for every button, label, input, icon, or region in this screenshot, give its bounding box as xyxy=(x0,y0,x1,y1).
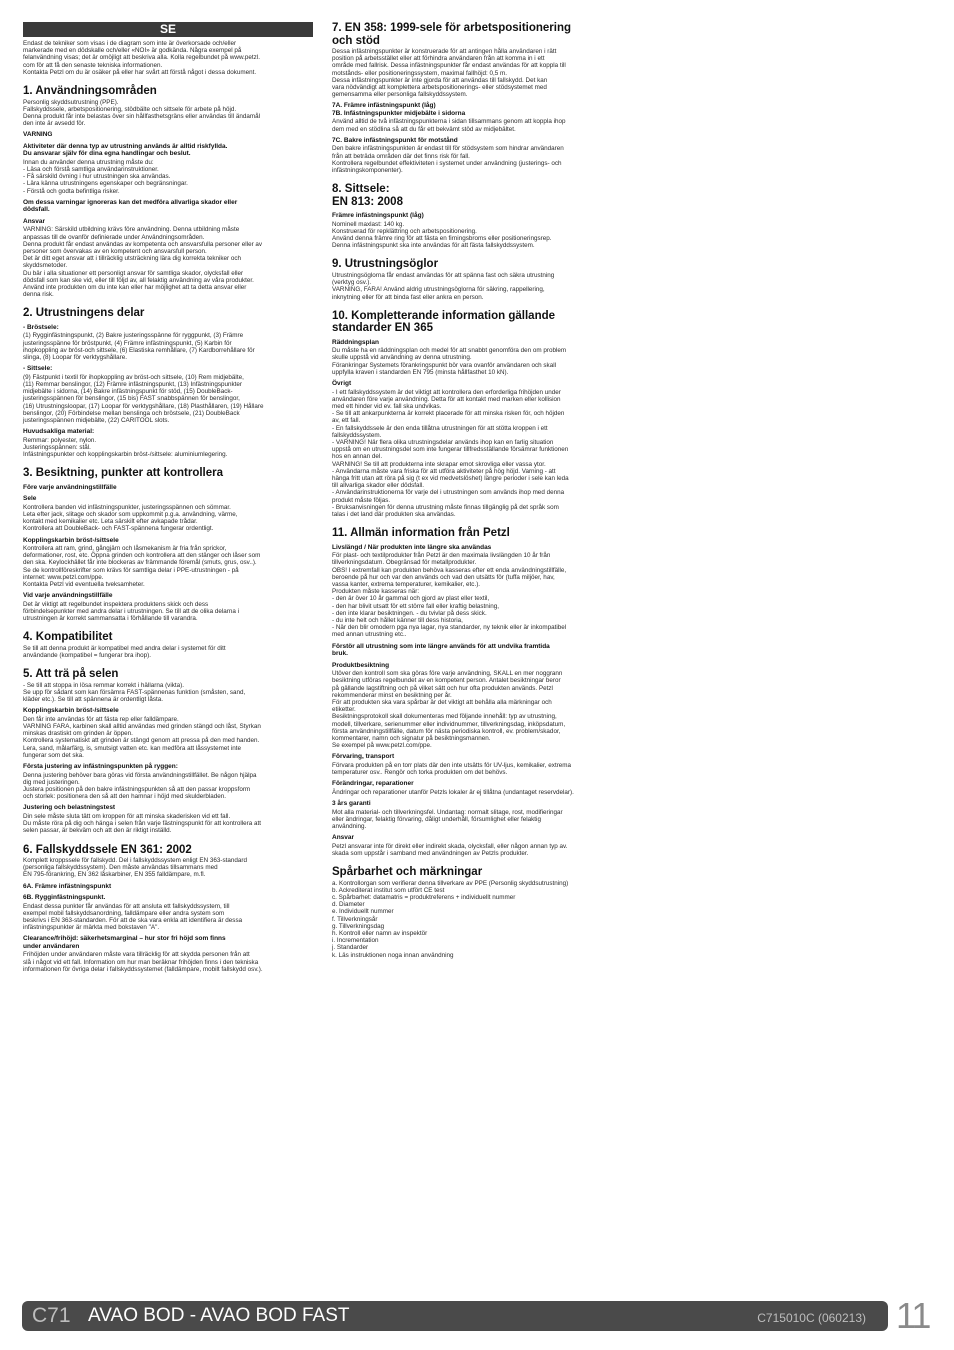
section-text: Använd alltid de två infästningspunkterna i sidan tillsammans genom att koppla ihop dem med en stödlina så att du får ett bekvämt stöd av midjebältet. xyxy=(332,118,566,133)
section-text: Nominell maxlast: 140 kg. Konstruerad för repklättring och arbetspositionering. Använd denna främre ring för att fästa en firningsbroms eller positioneringsrep. Denna infästningspunkt ska inte användas för att fästa fallskyddssystem. xyxy=(332,220,552,250)
section-title: 1. Användningsområden xyxy=(23,85,157,98)
section-text: Ändringar och reparationer utanför Petzls lokaler är ej tillåtna (undantaget reservdelar). xyxy=(332,788,574,796)
section-subheading: Huvudsakliga material: xyxy=(23,428,95,436)
section-title: 2. Utrustningens delar xyxy=(23,307,145,320)
section-en365 xyxy=(332,310,624,518)
section-subheading: Före varje användningstillfälle xyxy=(23,483,117,491)
section-text: (9) Fästpunkt i textil för ihopkoppling av bröst-och sittsele, (10) Rem midjebälte, (11) Remmar benslingor, (12) Främre infästningspunkt, (13) Infästningspunkter midjebälte i sidorna, (14) Bakre infästningspunkt för stöd, (15) DoubleBack- justeringsspännen för benslingor, (15 bis) FAST snabbspännen för benslingor, (16) Utrustningsloopar, (17) Loopar för verktygshållare, (18) Plasthållaren, (19) Hållare benslingor, (20) Förbindelse mellan benslinga och bröstsele, (21) DoubleBack justeringsspännen midjebälte, (22) CARITOOL slots. xyxy=(23,373,264,424)
section-title: 11. Allmän information från Petzl xyxy=(332,527,510,540)
section-title: 5. Att trä på selen xyxy=(23,668,119,681)
right-column xyxy=(332,22,624,959)
left-column xyxy=(23,22,313,973)
section-text: Utöver den kontroll som ska göras före varje användning, SKALL en mer noggrann besiktning utföras regelbundet av en kompetent person. Antalet besiktningar beror på gällande lagstiftning och på vilket sätt och hur ofta produkten används. Petzl rekommenderar minst en besiktning per år. För att produkten ska vara spårbar är det viktigt att behålla alla märkningar och etiketter. Besiktningsprotokoll skall dokumenteras med följande innehåll: typ av utrustning, modell, tillverkare, serienummer eller individnummer, tillverkningsdag, inköpsdatum, första användningstillfälle, datum för nästa periodiska kontroll, ev. problem/skador, kommentarer, namn och signatur på besiktningsmannen. Se exempel på www.petzl.com/ppe. xyxy=(332,670,566,750)
section-title: 10. Kompletterande information gällande standarder EN 365 xyxy=(332,309,556,335)
section-general-info xyxy=(332,527,624,857)
section-subheading: Livslängd / När produkten inte längre ska användas xyxy=(332,543,492,551)
section-subheading: Förvaring, transport xyxy=(332,753,395,761)
section-subheading: Vid varje användningstillfälle xyxy=(23,592,113,600)
section-subheading: Första justering av infästningspunkten på ryggen: xyxy=(23,763,178,771)
language-badge: SE xyxy=(23,22,313,37)
section-text: Kontrollera att ram, grind, gångjärn och låsmekanism är fria från sprickor, deformationer, rost, etc. Öppna grinden och kontrollera att den stänger och låser som den ska. Keylockhället får inte blockeras av främmande föremål (smuts, grus, osv..). Se de kontrollföreskrifter som krävs för samtliga delar i PPE-utrustningen - på internet: www.petzl.com/ppe. Kontakta Petzl vid eventuella tveksamheter. xyxy=(23,545,261,589)
section-text: Endast dessa punkter får användas för att ansluta ett fallskyddssystem, till exempel mobil fallskyddsanordning, falldämpare eller andra system som beskrivs i EN 363-standarden. För att de ska vara enkla att identifiera är dessa infästningspunkter är märkta med bokstaven "A". xyxy=(23,902,243,932)
section-subheading: Främre infästningspunkt (låg) xyxy=(332,212,424,220)
section-text: Komplett kroppssele för fallskydd. Del i fallskyddssystem enligt EN 363-standard (personliga fallskyddssystem). Den måste användas tillsammans med EN 795-förankring, EN 362 låskarbiner, EN 355 falldämpare, m.fl. xyxy=(23,857,247,879)
section-sit-harness xyxy=(332,183,624,249)
section-text: (1) Rygginfästningspunkt, (2) Bakre justeringsspänne för ryggpunkt, (3) Främre justeringsspänne för bröstpunkt, (4) Främre infästningspunkt, (5) Karbin för ihopkoppling av bröst-och sittsele, (6) Elastiska remhållare, (7) Kardborrehållare för slinga, (8) Loopar för verktygshållare. xyxy=(23,332,255,361)
page-number: 11 xyxy=(896,1295,930,1336)
section-title: 8. Sittsele: EN 813: 2008 xyxy=(332,183,403,208)
intro-text: Endast de tekniker som visas i de diagram som inte är överkorsade och/eller markerade med en dödskalle och/eller «NOI» är godkända. Några exempel på felanvändning visas; det är omöjligt att beskriva alla. Kolla regelbundet på www.petzl. com för att få den senaste tekniska informationen. Kontakta Petzl om du är osäker på eller har svårt att förstå något i dessa dokument. xyxy=(23,40,260,76)
section-subheading: Sele xyxy=(23,495,37,503)
section-text: För plast- och textilprodukter från Petzl är den maximala livslängden 10 år från tillverkningsdatum. Obegränsad för metallprodukter. OBS! I extremfall kan produkten behöva kasseras efter ett enda användningstillfälle, beroende på hur och var den används och vad den utsätts för (tuffa miljöer, hav, vassa kanter, extrema temperaturer, kemikalier, etc.). Produkten måste kasseras när: - den är över 10 år gammal och gjord av plast eller textil, - den har blivit utsatt för ett större fall eller kraftig belastning, - den inte klarar besiktningen. - du tvivlar på dess skick. - du inte helt och hållet känner till dess historia, - När den blir omodern pga nya lagar, nya standarder, ny teknik eller är inkompatibel med annan utrustning etc.. xyxy=(332,552,567,639)
section-inspection xyxy=(23,467,313,622)
section-fall-arrest xyxy=(23,844,313,974)
section-subheading: Övrigt xyxy=(332,380,352,388)
section-text: Innan du använder denna utrustning måste du: - Läsa och förstå samtliga användarinstruktioner. - Få särskild övning i hur utrustningen ska användas. - Lära känna utrustningens egenskaper och begränsningar. - Förstå och godta befintliga risker. xyxy=(23,158,188,195)
section-subheading: Ansvar xyxy=(332,834,355,842)
section-text: Dessa infästningspunkter är konstruerade för att antingen hålla användaren i rätt position på arbetsstället eller att förhindra användaren från att komma in i ett område med fallrisk. Dessa infästningspunkter får endast användas för att koppla till motstånds- eller positioneringssystem, maximal fallhöjd: 0,5 m. Dessa infästningspunkter är inte gjorda för att användas till fallskydd. Det kan vara nödvändigt att komplettera arbetspositionerings- eller stödsystemet med gemensamma eller personliga fallskyddssystem. xyxy=(332,48,566,99)
section-gear-loops xyxy=(332,258,624,300)
section-title: 3. Besiktning, punkter att kontrollera xyxy=(23,467,224,480)
section-text: Du måste ha en räddningsplan och medel för att snabbt genomföra den om problem skulle uppstå vid användning av denna utrustning. Förankringar Systemets förankringspunkt bör vara ovanför användaren och skall uppfylla kraven i standarden EN 795 (minsta hållfasthet 10 kN). xyxy=(332,347,567,376)
section-text: Utrustningsöglorna får endast användas för att spänna fast och säkra utrustning (verktyg osv.). VARNING, FARA! Använd aldrig utrustningsöglorna för säkring, rappellering, inknytning eller för att binda fast eller ankra en person. xyxy=(332,271,555,301)
section-subheading: VARNING xyxy=(23,131,53,139)
section-text: Mot alla material- och tillverkningsfel. Undantag: normalt slitage, rost, modifieringar eller ändringar, felaktig förvaring, dåligt underhåll, försumlighet eller felaktig användning. xyxy=(332,808,563,830)
section-text: Denna justering behöver bara göras vid första användningstillfället. Be någon hjälpa dig med justeringen. Justera positionen på den bakre infästningspunkten så att den passar kroppsform och storlek: positionera den så att den hamnar i höjd med skulderbladen. xyxy=(23,771,257,801)
section-text: Se till att denna produkt är kompatibel med andra delar i systemet för ditt användande (kompatibel = fungerar bra ihop). xyxy=(23,644,226,660)
section-text: Förvara produkten på en torr plats där den inte utsätts för UV-ljus, kemikalier, extrema temperaturer osv.. Rengör och torka produkten om det behövs. xyxy=(332,761,572,777)
section-subheading: 7C. Bakre infästningspunkt för motstånd xyxy=(332,136,458,144)
section-work-positioning xyxy=(332,22,624,174)
section-title: Spårbarhet och märkningar xyxy=(332,866,483,879)
section-subheading: Justering och belastningstest xyxy=(23,804,116,812)
section-subheading: Aktiviteter där denna typ av utrustning används är alltid riskfyllda. Du ansvarar själv för dina egna handlingar och beslut. xyxy=(23,142,228,158)
section-text: Personlig skyddsutrustning (PPE). Fallskyddssele, arbetspositionering, stödbälte och sittsele för arbete på höjd. Denna produkt får inte belastas över sin hållfasthetsgräns eller användas till ändamål den inte är avsedd för. xyxy=(23,98,260,128)
section-title: 9. Utrustningsöglor xyxy=(332,258,439,271)
section-title: 4. Kompatibilitet xyxy=(23,631,113,644)
section-text: Din sele måste sluta tätt om kroppen för att minska skaderisken vid ett fall. Du måste röra på dig och hänga i selen från varje fästningspunkt för att kontrollera att selen passar, är bekväm och att den är riktigt inställd. xyxy=(23,812,262,835)
section-text: Den bakre infästningspunkten är endast till för stödsystem som hindrar användaren från att beträda områden där det finns risk för fall. Kontrollera regelbundet effektiviteten i systemet under användning (justerings- och infästningskomponenter). xyxy=(332,145,564,174)
section-text: Kontrollera banden vid infästningspunkter, justeringsspännen och sömmar. Leta efter jack, slitage och skador som uppkommit p.g.a. användning, värme, kontakt med kemikalier etc. Leta särskilt efter avkapade trådar. Kontrollera att DoubleBack- och FAST-spännena fungerar ordentligt. xyxy=(23,503,238,533)
product-code: C71 xyxy=(32,1304,71,1327)
section-subheading: - Bröstsele: xyxy=(23,323,59,331)
section-text: - Se till att stoppa in lösa remmar korrekt i hällarna (vikta). Se upp för sådant som kan försämra FAST-spännenas funktion (småsten, sand, kläder etc.). Se till att spännena är ordentligt låsta. xyxy=(23,681,246,704)
section-subheading: 6A. Främre infästningspunkt xyxy=(23,882,112,890)
section-subheading: Förändringar, reparationer xyxy=(332,780,414,788)
section-subheading: 6B. Rygginfästningspunkt. xyxy=(23,894,106,902)
section-parts xyxy=(23,307,313,458)
section-donning xyxy=(23,668,313,834)
section-text: - I ett fallskyddssystem är det viktigt att kontrollera den erforderliga frihöjden under användaren före varje användning. Detta för att kontakt med marken eller kollision med ett hinder vid ev. fall ska undvikas. - Se till att ankarpunkterna är korrekt placerade för att minska risken för, och höjden av, ett fall. - En fallskyddssele är den enda tillåtna utrustningen för att stötta kroppen i ett fallskyddssystem. - VARNING! När flera olika utrustningsdelar används ihop kan en farlig situation uppstå om en utrustningsdel som inte fungerar tillfredsställande försämrar funktionen hos en annan del. VARNING! Se till att produkterna inte skrapar emot skrovliga eller vassa ytor. - Användarna måste vara friska för att utföra aktiviteter på hög höjd. Varning - att hänga fritt utan att röra på sig (t ex vid medvetslöshet) längre perioder i sele kan leda till allvarliga skador eller dödsfall. - Användarinstruktionerna för varje del i utrustningen som används ihop med denna produkt måste följas. - Bruksanvisningen för denna utrustning måste finnas tillgänglig på det språk som talas i det land där produkten ska användas. xyxy=(332,388,569,519)
section-text: a. Kontrollorgan som verifierar denna tillverkare av PPE (Personlig skyddsutrustning) b. Ackrediterat institut som utfört CE test c. Spårbarhet: datamatris = produktreferens + individuellt nummer d. Diameter e. Individuellt nummer f. Tillverkningsår g. Tillverkningsdag h. Kontroll eller namn av inspektör i. Incrementation j. Standarder k. Läs instruktionen noga innan användning xyxy=(332,879,569,959)
left-sections xyxy=(23,85,313,973)
section-traceability xyxy=(332,866,624,959)
section-subheading: Kopplingskarbin bröst-/sittsele xyxy=(23,707,119,715)
section-text: Det är viktigt att regelbundet inspektera produktens skick och dess förbindelsepunkter med andra delar i utrustningen. Se till att de olika delarna i utrustningen är korrekt sammansatta i förhållande till varandra. xyxy=(23,600,239,623)
section-subheading: 7A. Främre infästningspunkt (låg) 7B. Infästningspunkter midjebälte i sidorna xyxy=(332,102,466,117)
section-title: 7. EN 358: 1999-sele för arbetspositionering och stöd xyxy=(332,22,572,47)
section-text: Petzl ansvarar inte för direkt eller indirekt skada, olycksfall, eller någon annan typ av. skada som uppstår i samband med användningen av Petzls produkter. xyxy=(332,842,568,857)
section-subheading: Kopplingskarbin bröst-/sittsele xyxy=(23,536,119,544)
section-title: 6. Fallskyddssele EN 361: 2002 xyxy=(23,843,192,856)
section-text: VARNING: Särskild utbildning krävs före användning. Denna utbildning måste anpassas till de ovanför definierade under Användningsområden. Denna produkt får endast användas av kompetenta och ansvarsfulla personer eller av personer som övervakas av en kompetent och ansvarsfull person. Det är ditt eget ansvar att i tillräcklig utsträckning lära dig korrekta tekniker och skyddsmetoder. Du bär i alla situationer ett personligt ansvar för samtliga skador, olycksfall eller dödsfall som kan ske vid, eller till följd av, all felaktig användning av våra produkter. Använd inte produkten om du inte kan eller har möjlighet att ta detta ansvar eller denna risk. xyxy=(23,226,263,299)
section-compatibility xyxy=(23,631,313,659)
section-subheading: Förstör all utrustning som inte längre används för att undvika framtida bruk. xyxy=(332,642,550,658)
section-subheading: - Sittsele: xyxy=(23,365,53,373)
section-subheading: Ansvar xyxy=(23,217,46,225)
section-text: Frihöjden under användaren måste vara tillräcklig för att skydda personen från att slå i något vid ett fall. Information om hur man beräknar frihöjden finns i den tekniska informationen för övriga delar i fallskyddssystemet (falldämpare, mobilt fallskydd osv.). xyxy=(23,951,263,973)
section-text: Remmar: polyester, nylon. Justeringsspännen: stål. Infästningspunkter och kopplingskarbin bröst-/sittsele: aluminiumlegering. xyxy=(23,436,228,459)
section-usage xyxy=(23,85,313,298)
section-subheading: 3 års garanti xyxy=(332,800,371,808)
section-subheading: Clearance/frihöjd: säkerhetsmarginal – hur stor fri höjd som finns under användaren xyxy=(23,935,226,950)
product-title: AVAO BOD - AVAO BOD FAST xyxy=(88,1305,350,1326)
section-subheading: Om dessa varningar ignoreras kan det medföra allvarliga skador eller dödsfall. xyxy=(23,198,238,214)
section-subheading: Räddningsplan xyxy=(332,338,379,346)
section-text: Den får inte användas för att fästa rep eller falldämpare. VARNING FARA, karbinen skall alltid användas med grinden stängd och låst, Styrkan minskas drastiskt om grinden är öppen. Kontrollera systematiskt att grinden är stängd genom att pressa på den med handen. Lera, sand, målarfärg, is, smutsigt vatten etc. kan medföra att låssystemet inte fungerar som det ska. xyxy=(23,715,261,759)
footer-bar xyxy=(22,1301,888,1331)
section-subheading: Produktbesiktning xyxy=(332,661,390,669)
document-reference: C715010C (060213) xyxy=(757,1311,866,1325)
